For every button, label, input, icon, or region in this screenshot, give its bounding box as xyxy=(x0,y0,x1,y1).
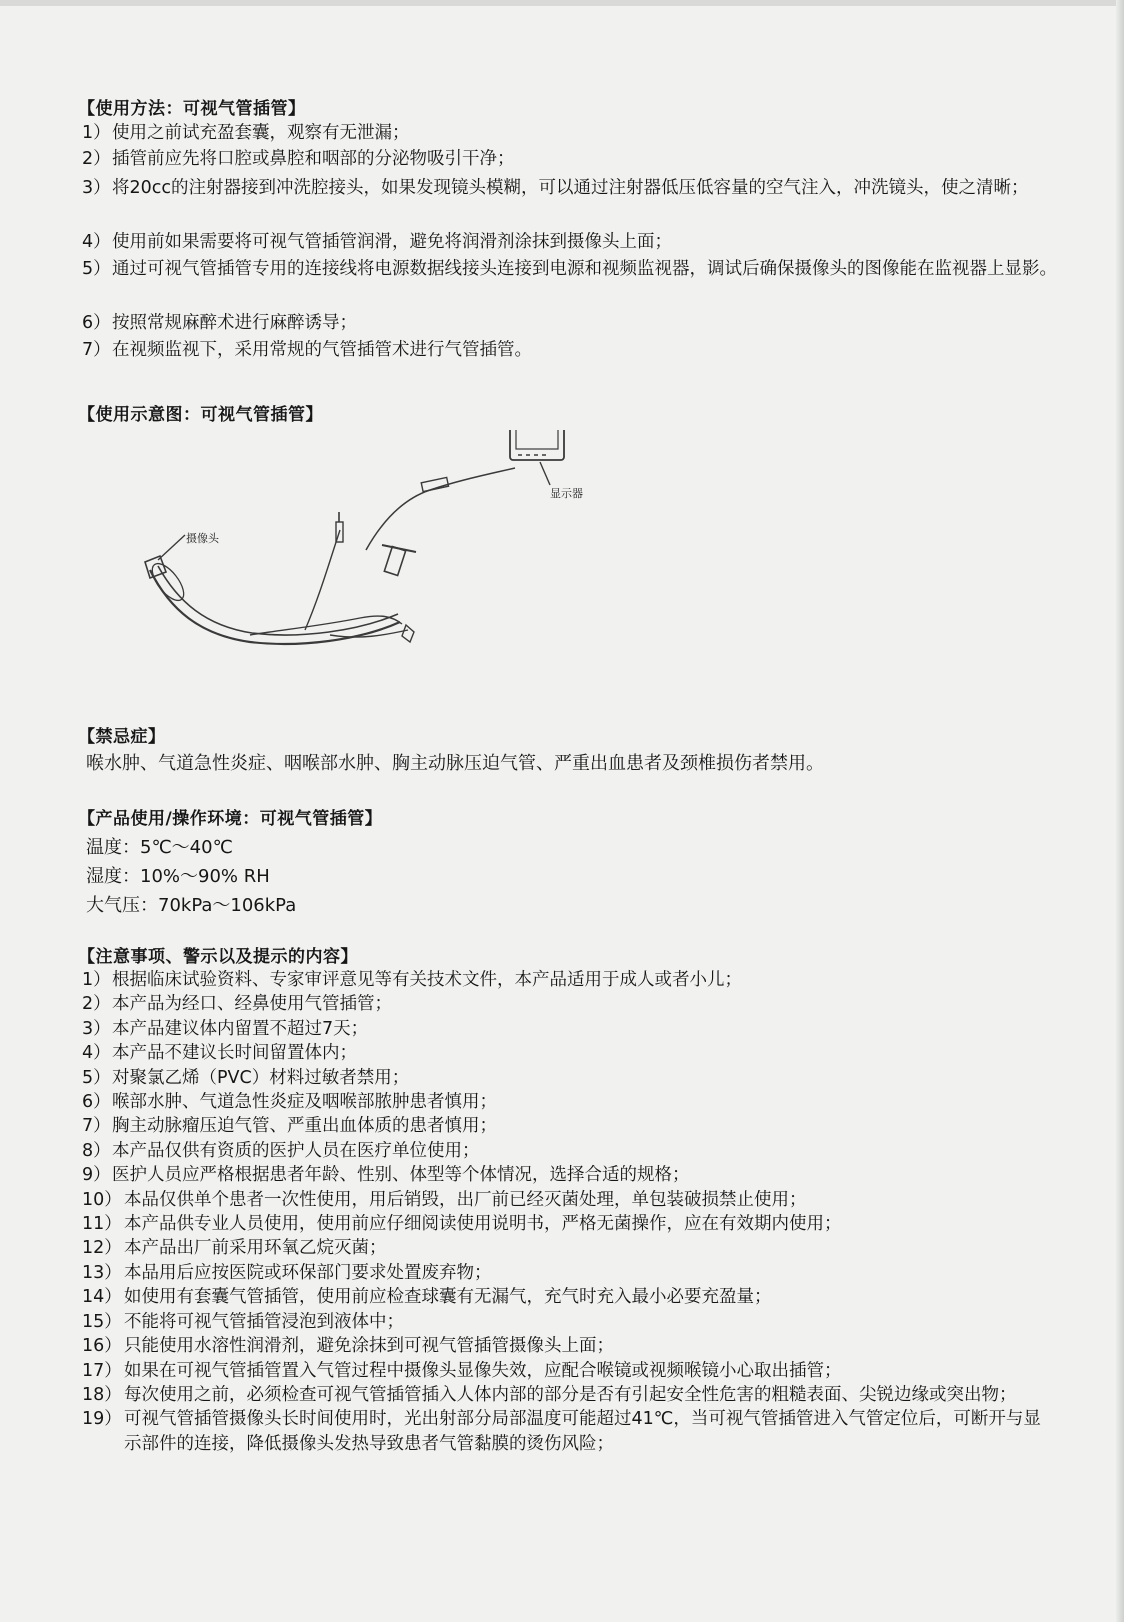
item-text: 本品仅供单个患者一次性使用，用后销毁，出厂前已经灭菌处理，单包装破损禁止使用； xyxy=(124,1189,807,1210)
item-text: 根据临床试验资料、专家审评意见等有关技术文件，本产品适用于成人或者小儿； xyxy=(112,970,742,990)
tube-connector xyxy=(384,546,405,575)
monitor-leader xyxy=(540,462,550,485)
item-number: 5） xyxy=(82,259,111,279)
scan-edge-top xyxy=(0,0,1124,6)
item-text: 本产品建议体内留置不超过7天； xyxy=(112,1018,369,1039)
item-number: 4） xyxy=(82,232,111,252)
item-number: 5） xyxy=(82,1067,111,1088)
usage-item-6 xyxy=(82,310,1082,337)
item-text: 如使用有套囊气管插管，使用前应检查球囊有无漏气，充气时充入最小必要充盈量； xyxy=(124,1287,772,1308)
note-item-8 xyxy=(82,1139,1042,1163)
note-item-6 xyxy=(82,1090,1042,1114)
usage-heading: 【使用方法：可视气管插管】 xyxy=(78,99,306,119)
notes-list xyxy=(82,968,1042,1456)
item-number: 6） xyxy=(82,1092,111,1113)
item-number: 10） xyxy=(82,1189,122,1210)
usage-item-1 xyxy=(82,120,1082,146)
item-number: 2） xyxy=(82,994,111,1015)
item-text: 本品用后应按医院或环保部门要求处置废弃物； xyxy=(124,1262,492,1283)
item-text: 医护人员应严格根据患者年龄、性别、体型等个体情况，选择合适的规格； xyxy=(112,1165,690,1186)
item-number: 1） xyxy=(82,123,111,143)
usage-item-5 xyxy=(82,257,1082,310)
usage-item-7 xyxy=(82,337,1082,363)
item-number: 6） xyxy=(82,313,111,333)
item-number: 1） xyxy=(82,970,111,990)
item-text: 只能使用水溶性润滑剂，避免涂抹到可视气管插管摄像头上面； xyxy=(124,1336,614,1357)
notes-heading: 【注意事项、警示以及提示的内容】 xyxy=(78,947,358,967)
note-item-10 xyxy=(82,1188,1042,1212)
diagram-heading: 【使用示意图：可视气管插管】 xyxy=(78,405,323,425)
environment-heading: 【产品使用/操作环境：可视气管插管】 xyxy=(78,809,383,829)
tube-body-inner xyxy=(158,566,398,635)
camera-leader xyxy=(158,535,185,560)
item-number: 3） xyxy=(82,1018,111,1039)
item-text: 不能将可视气管插管浸泡到液体中； xyxy=(124,1311,404,1332)
note-item-13 xyxy=(82,1261,1042,1285)
environment-pressure: 大气压：70kPa～106kPa xyxy=(86,895,297,916)
item-text: 对聚氯乙烯（PVC）材料过敏者禁用； xyxy=(112,1067,410,1088)
item-text: 插管前应先将口腔或鼻腔和咽部的分泌物吸引干净； xyxy=(112,149,515,169)
tube-diagram-illustration xyxy=(130,430,650,690)
item-number: 16） xyxy=(82,1336,122,1357)
item-text: 通过可视气管插管专用的连接线将电源数据线接头连接到电源和视频监视器，调试后确保摄像头的图像能在监视器上显影。 xyxy=(112,259,1057,279)
item-text: 按照常规麻醉术进行麻醉诱导； xyxy=(112,313,357,333)
item-text: 喉部水肿、气道急性炎症及咽喉部脓肿患者慎用； xyxy=(112,1092,497,1113)
note-item-12 xyxy=(82,1236,1042,1260)
item-text: 每次使用之前，必须检查可视气管插管插入人体内部的部分是否有引起安全性危害的粗糙表面、尖锐边缘或突出物； xyxy=(124,1384,1017,1405)
note-item-5 xyxy=(82,1066,1042,1090)
item-number: 15） xyxy=(82,1311,122,1332)
item-number: 14） xyxy=(82,1287,122,1308)
item-number: 12） xyxy=(82,1238,122,1259)
data-cable xyxy=(366,468,515,550)
environment-humidity: 湿度：10%～90% RH xyxy=(86,866,270,887)
note-item-18 xyxy=(82,1383,1042,1407)
item-text: 在视频监视下，采用常规的气管插管术进行气管插管。 xyxy=(112,340,532,360)
item-number: 8） xyxy=(82,1140,111,1161)
item-number: 2） xyxy=(82,149,111,169)
environment-temperature: 温度：5℃～40℃ xyxy=(86,837,233,858)
note-item-4 xyxy=(82,1041,1042,1065)
tube-body xyxy=(150,570,400,644)
note-item-7 xyxy=(82,1114,1042,1138)
item-number: 18） xyxy=(82,1384,122,1405)
usage-list xyxy=(82,120,1082,363)
item-number: 9） xyxy=(82,1165,111,1186)
note-item-2 xyxy=(82,992,1042,1016)
item-number: 7） xyxy=(82,340,111,360)
item-number: 3） xyxy=(82,178,111,198)
flush-port xyxy=(402,625,414,642)
note-item-1 xyxy=(82,968,1042,992)
item-text: 本产品出厂前采用环氧乙烷灭菌； xyxy=(124,1238,387,1259)
note-item-16 xyxy=(82,1334,1042,1358)
note-item-11 xyxy=(82,1212,1042,1236)
note-item-15 xyxy=(82,1310,1042,1334)
usage-item-3 xyxy=(82,176,1082,229)
usage-item-4 xyxy=(82,229,1082,257)
usage-item-2 xyxy=(82,146,1082,176)
note-item-14 xyxy=(82,1285,1042,1309)
note-item-9 xyxy=(82,1163,1042,1187)
item-text: 本产品为经口、经鼻使用气管插管； xyxy=(112,994,392,1015)
monitor-label: 显示器 xyxy=(550,487,583,500)
item-text: 使用前如果需要将可视气管插管润滑，避免将润滑剂涂抹到摄像头上面； xyxy=(112,232,672,252)
item-text: 可视气管插管摄像头长时间使用时，光出射部分局部温度可能超过41℃，当可视气管插管进入气管定位后，可断开与显示部件的连接，降低摄像头发热导致患者气管黏膜的烫伤风险； xyxy=(124,1409,1041,1454)
item-text: 将20cc的注射器接到冲洗腔接头，如果发现镜头模糊，可以通过注射器低压低容量的空气注入，冲洗镜头，使之清晰； xyxy=(112,178,1029,198)
scan-edge-right xyxy=(1116,0,1124,1622)
item-number: 17） xyxy=(82,1360,122,1381)
item-number: 4） xyxy=(82,1043,111,1064)
item-text: 如果在可视气管插管置入气管过程中摄像头显像失效，应配合喉镜或视频喉镜小心取出插管； xyxy=(124,1360,842,1381)
note-item-19 xyxy=(82,1407,1042,1456)
item-number: 11） xyxy=(82,1214,122,1235)
item-text: 胸主动脉瘤压迫气管、严重出血体质的患者慎用； xyxy=(112,1116,497,1137)
connector-flange xyxy=(382,545,416,552)
contraindications-heading: 【禁忌症】 xyxy=(78,727,166,747)
inflation-line xyxy=(305,530,340,630)
camera-label: 摄像头 xyxy=(186,532,219,545)
item-text: 本产品不建议长时间留置体内； xyxy=(112,1043,357,1064)
note-item-3 xyxy=(82,1017,1042,1041)
cable-connector xyxy=(421,477,448,491)
tube-diagram xyxy=(130,430,650,690)
item-number: 7） xyxy=(82,1116,111,1137)
contraindications-text: 喉水肿、气道急性炎症、咽喉部水肿、胸主动脉压迫气管、严重出血患者及颈椎损伤者禁用。 xyxy=(86,753,824,774)
item-text: 本产品仅供有资质的医护人员在医疗单位使用； xyxy=(112,1140,480,1161)
item-number: 13） xyxy=(82,1262,122,1283)
item-text: 使用之前试充盈套囊，观察有无泄漏； xyxy=(112,123,410,143)
item-text: 本产品供专业人员使用，使用前应仔细阅读使用说明书，严格无菌操作，应在有效期内使用； xyxy=(124,1214,842,1235)
note-item-17 xyxy=(82,1359,1042,1383)
item-number: 19） xyxy=(82,1409,122,1430)
